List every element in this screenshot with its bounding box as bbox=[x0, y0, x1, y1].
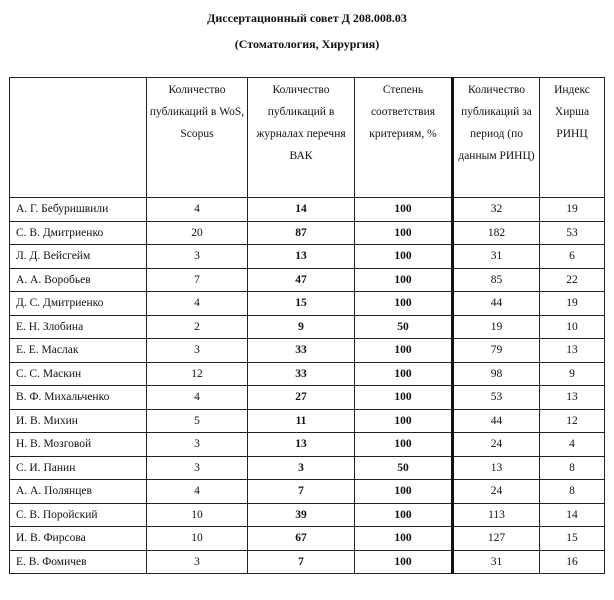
table-row bbox=[10, 550, 605, 574]
member-name: А. А. Воробьев bbox=[10, 268, 147, 292]
hirsch-index: 8 bbox=[540, 480, 605, 504]
wos-scopus-count: 3 bbox=[147, 456, 248, 480]
compliance-percent: 100 bbox=[355, 198, 453, 222]
compliance-percent: 100 bbox=[355, 409, 453, 433]
hirsch-index: 14 bbox=[540, 503, 605, 527]
vak-count: 33 bbox=[248, 339, 355, 363]
table-body bbox=[10, 198, 605, 574]
hirsch-index: 12 bbox=[540, 409, 605, 433]
wos-scopus-count: 20 bbox=[147, 221, 248, 245]
rinc-count: 53 bbox=[453, 386, 540, 410]
wos-scopus-count: 10 bbox=[147, 503, 248, 527]
member-name: Е. В. Фомичев bbox=[10, 550, 147, 574]
member-name: Н. В. Мозговой bbox=[10, 433, 147, 457]
vak-count: 39 bbox=[248, 503, 355, 527]
rinc-count: 182 bbox=[453, 221, 540, 245]
compliance-percent: 100 bbox=[355, 362, 453, 386]
hirsch-index: 8 bbox=[540, 456, 605, 480]
vak-count: 15 bbox=[248, 292, 355, 316]
table-row bbox=[10, 292, 605, 316]
header-wos-scopus: Количество публикаций в WoS, Scopus bbox=[147, 78, 248, 198]
compliance-percent: 50 bbox=[355, 456, 453, 480]
hirsch-index: 22 bbox=[540, 268, 605, 292]
member-name: Л. Д. Вейсгейм bbox=[10, 245, 147, 269]
rinc-count: 79 bbox=[453, 339, 540, 363]
table-row bbox=[10, 221, 605, 245]
vak-count: 7 bbox=[248, 550, 355, 574]
table-row bbox=[10, 456, 605, 480]
wos-scopus-count: 4 bbox=[147, 386, 248, 410]
table-row bbox=[10, 339, 605, 363]
member-name: С. В. Дмитриенко bbox=[10, 221, 147, 245]
vak-count: 11 bbox=[248, 409, 355, 433]
hirsch-index: 9 bbox=[540, 362, 605, 386]
wos-scopus-count: 10 bbox=[147, 527, 248, 551]
member-name: И. В. Михин bbox=[10, 409, 147, 433]
table-row bbox=[10, 268, 605, 292]
rinc-count: 31 bbox=[453, 245, 540, 269]
compliance-percent: 100 bbox=[355, 245, 453, 269]
vak-count: 47 bbox=[248, 268, 355, 292]
vak-count: 13 bbox=[248, 433, 355, 457]
hirsch-index: 19 bbox=[540, 198, 605, 222]
hirsch-index: 53 bbox=[540, 221, 605, 245]
compliance-percent: 100 bbox=[355, 550, 453, 574]
document-title: Диссертационный совет Д 208.008.03 bbox=[207, 11, 407, 25]
vak-count: 67 bbox=[248, 527, 355, 551]
member-name: С. В. Поройский bbox=[10, 503, 147, 527]
compliance-percent: 50 bbox=[355, 315, 453, 339]
wos-scopus-count: 2 bbox=[147, 315, 248, 339]
table-row bbox=[10, 503, 605, 527]
header-vak: Количество публикаций в журналах перечня ВАК bbox=[248, 78, 355, 198]
hirsch-index: 16 bbox=[540, 550, 605, 574]
rinc-count: 31 bbox=[453, 550, 540, 574]
rinc-count: 113 bbox=[453, 503, 540, 527]
compliance-percent: 100 bbox=[355, 527, 453, 551]
vak-count: 9 bbox=[248, 315, 355, 339]
wos-scopus-count: 4 bbox=[147, 292, 248, 316]
table-row bbox=[10, 527, 605, 551]
vak-count: 14 bbox=[248, 198, 355, 222]
rinc-count: 19 bbox=[453, 315, 540, 339]
compliance-percent: 100 bbox=[355, 433, 453, 457]
vak-count: 27 bbox=[248, 386, 355, 410]
vak-count: 87 bbox=[248, 221, 355, 245]
rinc-count: 13 bbox=[453, 456, 540, 480]
hirsch-index: 4 bbox=[540, 433, 605, 457]
document-subtitle: (Стоматология, Хирургия) bbox=[234, 37, 380, 51]
member-name: И. В. Фирсова bbox=[10, 527, 147, 551]
member-name: Е. Е. Маслак bbox=[10, 339, 147, 363]
table-row bbox=[10, 433, 605, 457]
vak-count: 13 bbox=[248, 245, 355, 269]
rinc-count: 24 bbox=[453, 480, 540, 504]
hirsch-index: 19 bbox=[540, 292, 605, 316]
rinc-count: 44 bbox=[453, 409, 540, 433]
table-row bbox=[10, 480, 605, 504]
member-name: С. С. Маскин bbox=[10, 362, 147, 386]
member-name: В. Ф. Михальченко bbox=[10, 386, 147, 410]
compliance-percent: 100 bbox=[355, 503, 453, 527]
hirsch-index: 10 bbox=[540, 315, 605, 339]
table-row bbox=[10, 362, 605, 386]
member-name: Д. С. Дмитриенко bbox=[10, 292, 147, 316]
hirsch-index: 6 bbox=[540, 245, 605, 269]
member-name: А. Г. Бебуришвили bbox=[10, 198, 147, 222]
table-row bbox=[10, 245, 605, 269]
council-publications-table bbox=[9, 77, 605, 574]
rinc-count: 32 bbox=[453, 198, 540, 222]
compliance-percent: 100 bbox=[355, 386, 453, 410]
table-row bbox=[10, 198, 605, 222]
table-row bbox=[10, 386, 605, 410]
compliance-percent: 100 bbox=[355, 292, 453, 316]
wos-scopus-count: 3 bbox=[147, 339, 248, 363]
compliance-percent: 100 bbox=[355, 268, 453, 292]
wos-scopus-count: 12 bbox=[147, 362, 248, 386]
rinc-count: 127 bbox=[453, 527, 540, 551]
header-hirsch-index: Индекс Хирша РИНЦ bbox=[540, 78, 605, 198]
rinc-count: 44 bbox=[453, 292, 540, 316]
vak-count: 33 bbox=[248, 362, 355, 386]
table-header-row bbox=[10, 78, 605, 198]
wos-scopus-count: 4 bbox=[147, 480, 248, 504]
compliance-percent: 100 bbox=[355, 480, 453, 504]
wos-scopus-count: 7 bbox=[147, 268, 248, 292]
header-compliance: Степень соответствия критериям, % bbox=[355, 78, 453, 198]
hirsch-index: 13 bbox=[540, 339, 605, 363]
wos-scopus-count: 3 bbox=[147, 550, 248, 574]
table-row bbox=[10, 409, 605, 433]
header-name bbox=[10, 78, 147, 198]
member-name: С. И. Панин bbox=[10, 456, 147, 480]
hirsch-index: 15 bbox=[540, 527, 605, 551]
table-row bbox=[10, 315, 605, 339]
rinc-count: 98 bbox=[453, 362, 540, 386]
wos-scopus-count: 5 bbox=[147, 409, 248, 433]
header-rinc-publications: Количество публикаций за период (по данным РИНЦ) bbox=[453, 78, 540, 198]
compliance-percent: 100 bbox=[355, 339, 453, 363]
compliance-percent: 100 bbox=[355, 221, 453, 245]
vak-count: 3 bbox=[248, 456, 355, 480]
vak-count: 7 bbox=[248, 480, 355, 504]
member-name: А. А. Полянцев bbox=[10, 480, 147, 504]
wos-scopus-count: 4 bbox=[147, 198, 248, 222]
wos-scopus-count: 3 bbox=[147, 245, 248, 269]
wos-scopus-count: 3 bbox=[147, 433, 248, 457]
rinc-count: 85 bbox=[453, 268, 540, 292]
member-name: Е. Н. Злобина bbox=[10, 315, 147, 339]
hirsch-index: 13 bbox=[540, 386, 605, 410]
rinc-count: 24 bbox=[453, 433, 540, 457]
